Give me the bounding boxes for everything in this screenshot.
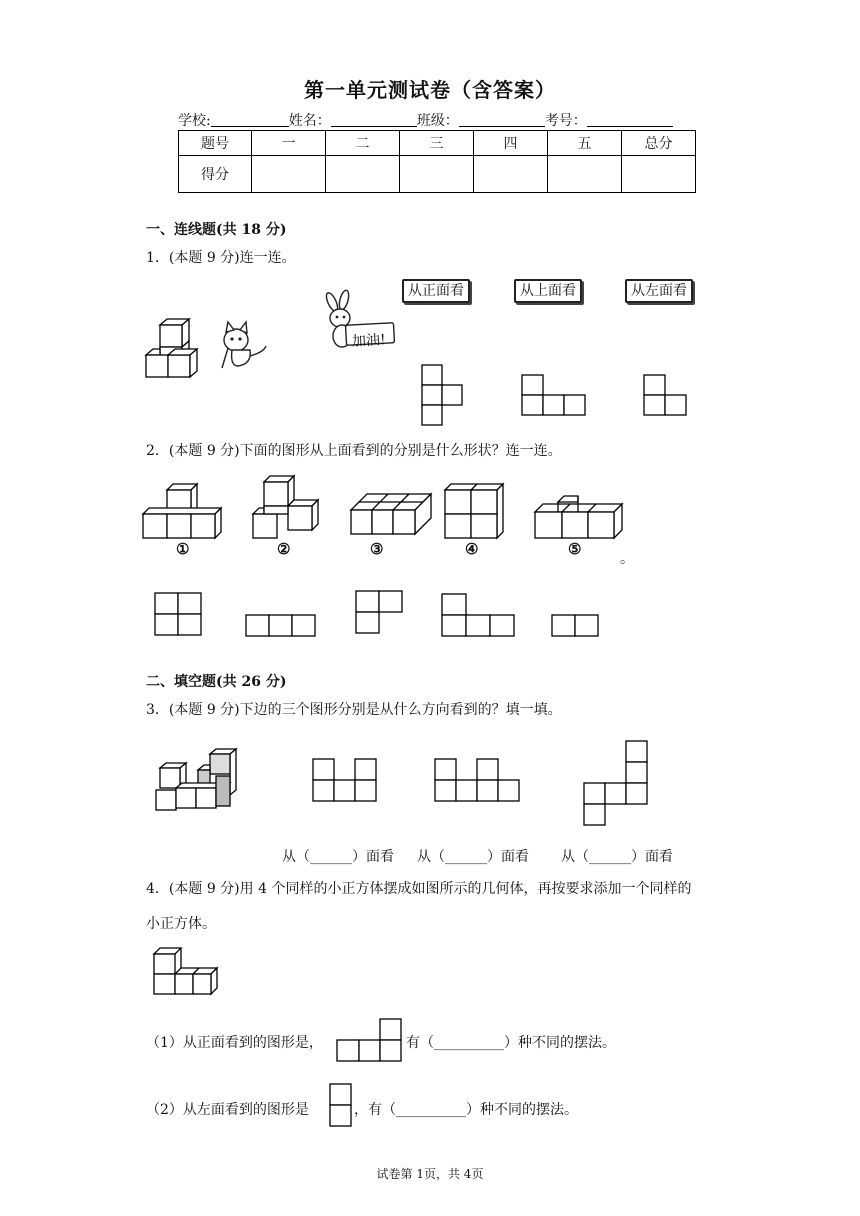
cat-mascot-icon: [218, 322, 270, 370]
section2-heading: 二、填空题(共 26 分): [146, 674, 287, 690]
score-cell[interactable]: [326, 156, 400, 193]
q3-view-shape-c: [583, 740, 649, 828]
q3-view-shape-b: [434, 758, 524, 802]
q2-label-4: ④: [465, 540, 479, 558]
q4-cube-stack-figure: [153, 946, 221, 996]
q3-answer-blank-3[interactable]: 从（______）面看: [561, 849, 673, 865]
question-3-text: 3．(本题 9 分)下边的三个图形分别是从什么方向看到的？填一填。: [146, 702, 562, 718]
score-table-score-row: [179, 156, 696, 193]
view-label-front[interactable]: 从正面看: [402, 279, 470, 303]
row-label-cell: 得分: [179, 156, 252, 193]
q2-label-3: ③: [370, 540, 384, 558]
q2-label-5: ⑤: [568, 540, 582, 558]
q3-cube-stack-figure: [152, 748, 240, 814]
score-cell[interactable]: [622, 156, 696, 193]
header-cell: 四: [474, 131, 548, 156]
question-1-text: 1．(本题 9 分)连一连。: [146, 250, 296, 266]
name-label: 姓名：: [288, 113, 331, 129]
view-label-left[interactable]: 从左面看: [625, 279, 693, 303]
q2-label-2: ②: [277, 540, 291, 558]
q4-sub1-front-view-shape: [336, 1018, 404, 1062]
q3-view-shape-a: [312, 758, 380, 802]
q2-figure-4: [444, 482, 508, 540]
score-cell[interactable]: [548, 156, 622, 193]
exam-no-blank[interactable]: [587, 112, 673, 127]
question-4-text-line1: 4．(本题 9 分)用 4 个同样的小正方体摆成如图所示的几何体，再按要求添加一个同样的: [146, 881, 692, 897]
student-info-line: [178, 110, 688, 130]
question-2-text: 2．(本题 9 分)下面的图形从上面看到的分别是什么形状？连一连。: [146, 443, 562, 459]
question-4-text-line2: 小正方体。: [146, 916, 216, 932]
name-blank[interactable]: [331, 112, 417, 127]
rabbit-sign-text: 加油!: [351, 332, 387, 350]
score-table: [178, 130, 696, 193]
header-cell: 二: [326, 131, 400, 156]
q4-sub2-answer-blank[interactable]: ，有（__________）种不同的摆法。: [354, 1102, 578, 1118]
q2-figure-3: [350, 492, 432, 538]
class-blank[interactable]: [459, 112, 545, 127]
class-label: 班级：: [416, 113, 459, 129]
section1-heading: 一、连线题(共 18 分): [146, 222, 287, 238]
q2-figure-5: [534, 494, 624, 540]
q4-sub2-left-view-shape: [329, 1083, 353, 1129]
score-cell[interactable]: [474, 156, 548, 193]
school-label: 学校:: [178, 113, 211, 129]
header-cell: 五: [548, 131, 622, 156]
q2-figure-2: [252, 474, 322, 540]
header-cell: 一: [252, 131, 326, 156]
score-table-header-row: [179, 131, 696, 156]
score-cell[interactable]: [400, 156, 474, 193]
q4-sub1-answer-blank[interactable]: 有（__________）种不同的摆法。: [406, 1035, 616, 1051]
q2-topview-option-c: [355, 590, 405, 634]
q1-view-shape-a: [421, 364, 465, 428]
q2-topview-option-b: [245, 614, 317, 638]
school-blank[interactable]: [211, 112, 289, 127]
header-cell: 题号: [179, 131, 252, 156]
q1-cube-stack-figure: [140, 315, 210, 387]
q3-answer-blank-1[interactable]: 从（______）面看: [282, 849, 394, 865]
q3-answer-blank-2[interactable]: 从（______）面看: [417, 849, 529, 865]
page-title: 第一单元测试卷（含答案）: [304, 78, 556, 102]
q2-trailing-dot: 。: [620, 551, 634, 567]
q4-sub2-prefix: （2）从左面看到的图形是: [146, 1102, 309, 1118]
q4-sub1-prefix: （1）从正面看到的图形是，: [146, 1035, 323, 1051]
score-cell[interactable]: [252, 156, 326, 193]
q2-topview-option-d: [441, 593, 515, 638]
q2-figure-1: [142, 482, 228, 540]
q2-topview-option-a: [154, 592, 204, 638]
q2-topview-option-e: [551, 614, 601, 638]
header-cell: 三: [400, 131, 474, 156]
q2-label-1: ①: [176, 540, 190, 558]
exam-no-label: 考号：: [544, 113, 587, 129]
header-cell: 总分: [622, 131, 696, 156]
q1-view-shape-b: [521, 374, 587, 418]
page-footer: 试卷第 1页，共 4页: [376, 1167, 484, 1181]
view-label-top[interactable]: 从上面看: [514, 279, 582, 303]
q1-view-shape-c: [643, 374, 689, 418]
